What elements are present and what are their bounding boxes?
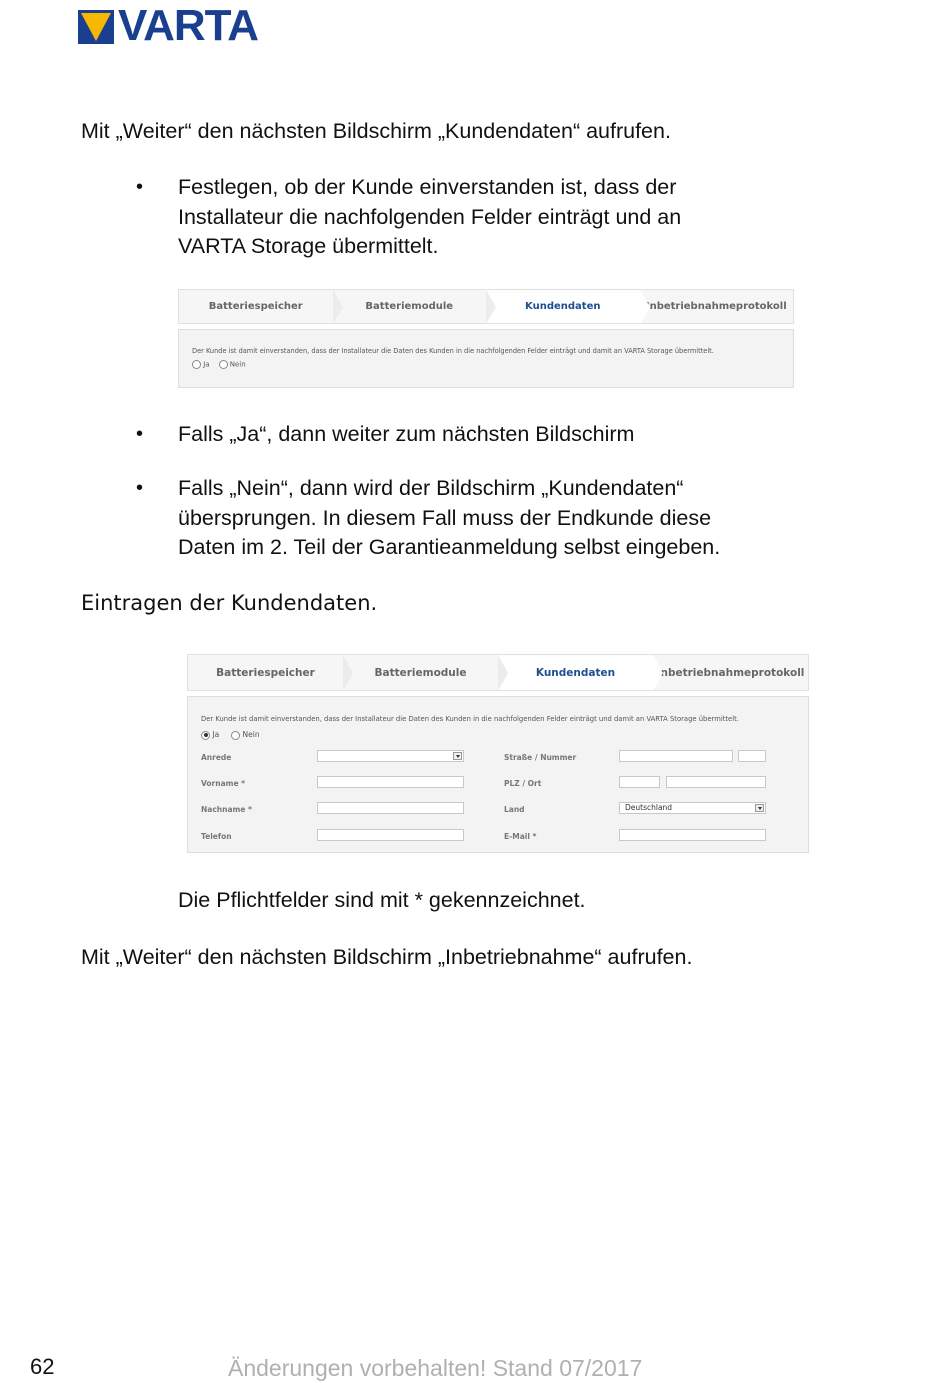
bullet-3-line: Falls „Nein“, dann wird der Bildschirm „Kundendaten“ (178, 476, 684, 500)
consent-text: Der Kunde ist damit einverstanden, dass der Installateur die Daten des Kunden in die nachfolgenden Felder einträgt und damit an VARTA Storage übermittelt. (192, 347, 714, 355)
screenshot-customer-form (187, 654, 809, 852)
tab-label: Kundendaten (535, 666, 616, 679)
radio-ja-label: Ja (203, 360, 210, 369)
chevron-down-icon (755, 804, 764, 812)
consent-options (192, 360, 246, 369)
intro-paragraph: Mit „Weiter“ den nächsten Bildschirm „Kundendaten“ aufrufen. (81, 119, 671, 143)
tab-inbetriebnahmeprotokoll[interactable] (640, 290, 794, 323)
telefon-input[interactable] (317, 829, 464, 841)
radio-nein[interactable] (231, 731, 240, 740)
label-anrede: Anrede (201, 753, 232, 762)
radio-nein[interactable] (219, 360, 228, 369)
bullet-1-line: Festlegen, ob der Kunde einverstanden ist, dass der (178, 175, 677, 199)
tab-label: Batteriemodule (365, 301, 454, 312)
plz-input[interactable] (619, 776, 660, 788)
strasse-input[interactable] (619, 750, 733, 762)
bullet-1-line: Installateur die nachfolgenden Felder einträgt und an (178, 204, 682, 229)
tab-chevron (486, 290, 496, 324)
radio-nein-label: Nein (242, 730, 260, 739)
chevron-down-icon (453, 752, 462, 760)
label-telefon: Telefon (201, 832, 232, 841)
wizard-tabs (178, 289, 794, 324)
anrede-select[interactable] (317, 750, 464, 762)
required-fields-note: Die Pflichtfelder sind mit * gekennzeichnet. (178, 888, 586, 912)
radio-ja[interactable] (192, 360, 201, 369)
tab-label: Batteriespeicher (216, 666, 315, 679)
bullet-3-line: übersprungen. In diesem Fall muss der Endkunde diese (178, 505, 712, 530)
label-nachname: Nachname * (201, 805, 252, 814)
label-land: Land (504, 805, 525, 814)
land-value: Deutschland (625, 803, 673, 812)
ort-input[interactable] (666, 776, 766, 788)
tab-label: Inbetriebnahmeprotokoll (645, 301, 787, 312)
vorname-input[interactable] (317, 776, 464, 788)
land-select[interactable] (619, 802, 766, 814)
consent-panel (178, 329, 794, 388)
bullet-marker: • (136, 423, 144, 445)
tab-label: Kundendaten (525, 301, 601, 312)
tab-kundendaten[interactable] (486, 290, 640, 323)
tab-inbetriebnahmeprotokoll[interactable] (653, 655, 808, 690)
bullet-3 (178, 474, 878, 563)
tab-chevron (343, 655, 353, 691)
logo-text: VARTA (118, 1, 259, 50)
tab-batteriespeicher[interactable] (179, 290, 333, 323)
email-input[interactable] (619, 829, 766, 841)
tab-kundendaten[interactable] (498, 655, 653, 690)
radio-nein-label: Nein (229, 360, 246, 369)
bullet-1-line: VARTA Storage übermittelt. (178, 234, 439, 258)
tab-chevron (640, 290, 650, 324)
tab-label: Inbetriebnahmeprotokoll (656, 666, 805, 679)
bullet-2: Falls „Ja“, dann weiter zum nächsten Bildschirm (178, 422, 635, 446)
label-email: E-Mail * (504, 832, 537, 841)
wizard-tabs (187, 654, 809, 691)
consent-text: Der Kunde ist damit einverstanden, dass der Installateur die Daten des Kunden in die nachfolgenden Felder einträgt und damit an VARTA Storage übermittelt. (201, 715, 739, 723)
consent-options (201, 730, 260, 740)
radio-ja[interactable] (201, 731, 210, 740)
tab-label: Batteriemodule (374, 666, 467, 679)
tab-chevron (498, 655, 508, 691)
tab-batteriespeicher[interactable] (188, 655, 343, 690)
nachname-input[interactable] (317, 802, 464, 814)
bullet-marker: • (136, 176, 144, 198)
label-strasse: Straße / Nummer (504, 753, 577, 762)
customer-form-panel (187, 696, 809, 853)
varta-logo (78, 1, 300, 50)
section-heading: Eintragen der Kundendaten. (81, 591, 378, 615)
bullet-marker: • (136, 477, 144, 499)
label-vorname: Vorname * (201, 779, 246, 788)
tab-label: Batteriespeicher (208, 301, 303, 312)
hausnummer-input[interactable] (738, 750, 766, 762)
tab-batteriemodule[interactable] (333, 290, 487, 323)
tab-batteriemodule[interactable] (343, 655, 498, 690)
tab-chevron (333, 290, 343, 324)
footer-note: Änderungen vorbehalten! Stand 07/2017 (228, 1355, 643, 1381)
screenshot-consent (178, 289, 794, 388)
bullet-3-line: Daten im 2. Teil der Garantieanmeldung selbst eingeben. (178, 535, 721, 559)
varta-shield-icon (78, 10, 114, 46)
outro-paragraph: Mit „Weiter“ den nächsten Bildschirm „Inbetriebnahme“ aufrufen. (81, 945, 693, 969)
page-number: 62 (30, 1354, 55, 1379)
tab-chevron (653, 655, 663, 691)
bullet-1 (178, 173, 838, 262)
label-plz-ort: PLZ / Ort (504, 779, 542, 788)
radio-ja-label: Ja (212, 730, 220, 739)
